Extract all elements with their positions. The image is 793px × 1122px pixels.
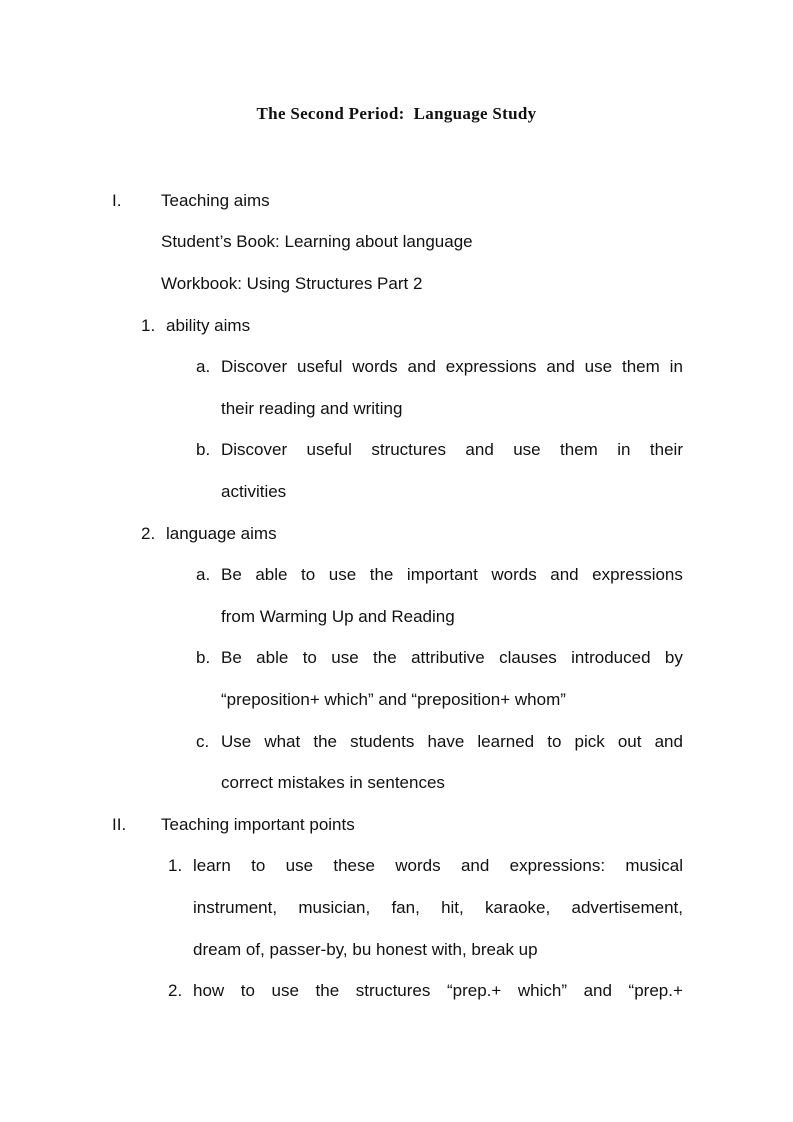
word: able [255,565,288,584]
word: use [584,357,613,376]
word: students [350,732,415,751]
important-point-1-line-3: dream of, passer-by, bu honest with, break up [193,940,538,959]
word: Discover [221,440,288,459]
word: by [664,648,683,667]
section-2-heading: Teaching important points [161,815,355,834]
word: the [369,565,394,584]
word: Be [221,565,242,584]
section-1-heading: Teaching aims [161,191,270,210]
ability-aim-a-line-1 [221,356,683,378]
word: advertisement, [571,898,683,917]
word: and [465,440,494,459]
word: musician, [298,898,371,917]
word: expressions: [509,856,606,875]
section-2-numeral: II. [112,815,127,834]
word: out [617,732,642,751]
word: structures [355,981,431,1000]
important-point-1-line-2 [193,897,683,919]
word: use [285,856,314,875]
word: these [333,856,375,875]
word: them [621,357,660,376]
word: in [669,357,683,376]
word: expressions [445,357,537,376]
word: and [583,981,612,1000]
word: instrument, [193,898,278,917]
word: words [352,357,398,376]
word: use [328,565,357,584]
word: attributive [411,648,485,667]
word: to [240,981,255,1000]
word: learn [193,856,231,875]
section-1-line-2: Workbook: Using Structures Part 2 [161,274,423,293]
document-title: The Second Period: Language Study [256,104,537,123]
word: karaoke, [485,898,551,917]
word: useful [306,440,352,459]
language-aims-marker: 2. [141,524,156,543]
word: to [251,856,266,875]
language-aim-b-line-1 [221,647,683,669]
word: able [256,648,289,667]
word: have [427,732,465,751]
language-aim-a-line-2: from Warming Up and Reading [221,607,455,626]
word: them [560,440,598,459]
word: “prep.+ [446,981,502,1000]
language-aim-c-line-2: correct mistakes in sentences [221,773,445,792]
word: expressions [592,565,683,584]
word: and [654,732,683,751]
word: Discover [221,357,288,376]
ability-aim-b-line-1 [221,439,683,461]
word: words [491,565,537,584]
section-1-numeral: I. [112,191,122,210]
language-aim-b-line-2: “preposition+ which” and “preposition+ whom” [221,690,566,709]
important-point-1-line-1 [193,855,683,877]
important-point-2-marker: 2. [168,981,183,1000]
ability-aim-a-line-2: their reading and writing [221,399,403,418]
word: hit, [441,898,464,917]
word: and [460,856,490,875]
ability-aim-b-marker: b. [196,440,211,459]
language-aim-c-marker: c. [196,732,210,751]
word: musical [625,856,683,875]
word: Use [221,732,252,751]
ability-aims-marker: 1. [141,316,156,335]
word: in [617,440,631,459]
word: to [547,732,562,751]
word: the [315,981,340,1000]
word: use [271,981,299,1000]
word: to [302,648,317,667]
word: useful [297,357,343,376]
word: what [264,732,301,751]
word: and [546,357,575,376]
important-point-2-line-1 [193,980,683,1002]
word: and [407,357,436,376]
section-1-line-1: Student’s Book: Learning about language [161,232,473,251]
language-aims-heading: language aims [166,524,277,543]
word: use [331,648,359,667]
word: words [395,856,441,875]
word: pick [574,732,605,751]
important-point-1-marker: 1. [168,856,183,875]
word: their [649,440,683,459]
word: Be [221,648,242,667]
ability-aim-a-marker: a. [196,357,211,376]
word: learned [477,732,535,751]
word: the [373,648,397,667]
word: introduced [571,648,651,667]
word: to [301,565,316,584]
ability-aim-b-line-2: activities [221,482,287,501]
language-aim-c-line-1 [221,731,683,753]
language-aim-b-marker: b. [196,648,211,667]
word: “prep.+ [628,981,683,1000]
word: use [513,440,541,459]
word: clauses [499,648,557,667]
word: the [313,732,337,751]
word: structures [371,440,446,459]
word: which” [517,981,568,1000]
word: important [406,565,478,584]
word: and [550,565,579,584]
language-aim-a-marker: a. [196,565,211,584]
word: how [193,981,225,1000]
ability-aims-heading: ability aims [166,316,251,335]
language-aim-a-line-1 [221,564,683,586]
word: fan, [391,898,420,917]
